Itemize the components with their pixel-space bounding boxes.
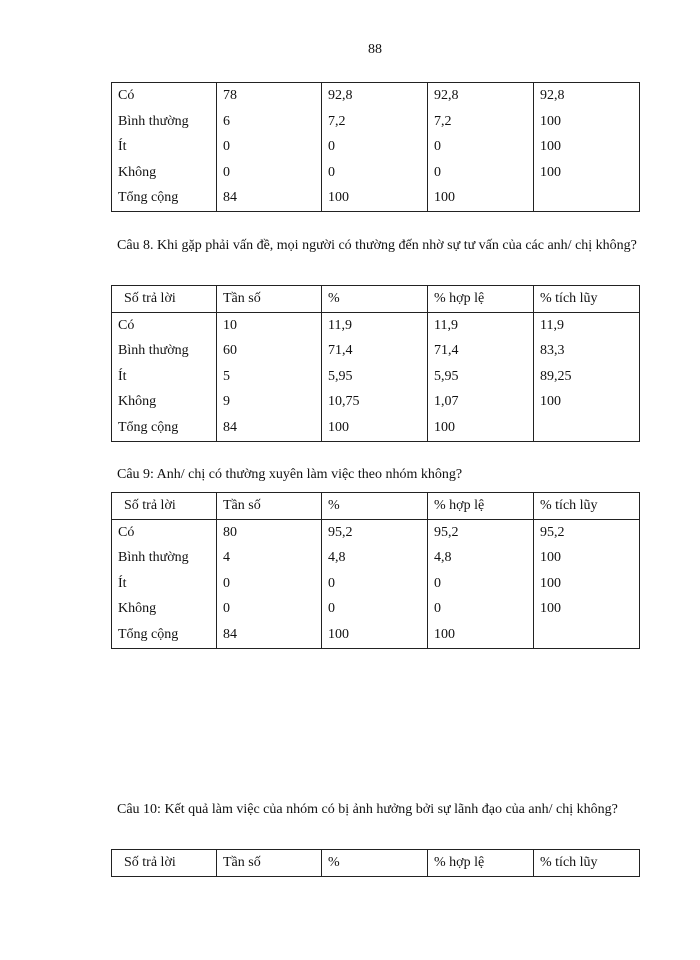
cell-frequency: 5 bbox=[217, 364, 322, 390]
cell-frequency: 60 bbox=[217, 338, 322, 364]
cell-frequency: 0 bbox=[217, 160, 322, 186]
cell-answer: Có bbox=[112, 519, 217, 545]
table-row bbox=[112, 596, 640, 622]
table-question-9 bbox=[111, 492, 640, 649]
cell-cumulative-percent: 100 bbox=[534, 545, 640, 571]
header-answer: Số trả lời bbox=[112, 850, 217, 877]
header-answer: Số trả lời bbox=[112, 286, 217, 313]
cell-cumulative-percent: 83,3 bbox=[534, 338, 640, 364]
cell-cumulative-percent: 100 bbox=[534, 134, 640, 160]
cell-answer: Tổng cộng bbox=[112, 622, 217, 648]
page-number: 88 bbox=[368, 42, 382, 57]
cell-valid-percent: 11,9 bbox=[428, 312, 534, 338]
table-row bbox=[112, 109, 640, 135]
cell-frequency: 78 bbox=[217, 83, 322, 109]
cell-answer: Không bbox=[112, 160, 217, 186]
table-row bbox=[112, 519, 640, 545]
header-valid-percent: % hợp lệ bbox=[428, 850, 534, 877]
cell-valid-percent: 92,8 bbox=[428, 83, 534, 109]
cell-cumulative-percent: 11,9 bbox=[534, 312, 640, 338]
cell-percent: 5,95 bbox=[322, 364, 428, 390]
question-9: Câu 9: Anh/ chị có thường xuyên làm việc theo nhóm không? bbox=[117, 467, 463, 482]
header-percent: % bbox=[322, 493, 428, 520]
cell-percent: 0 bbox=[322, 596, 428, 622]
cell-percent: 100 bbox=[322, 185, 428, 211]
cell-cumulative-percent: 100 bbox=[534, 109, 640, 135]
cell-valid-percent: 100 bbox=[428, 185, 534, 211]
table-row bbox=[112, 415, 640, 441]
cell-frequency: 6 bbox=[217, 109, 322, 135]
cell-answer: Bình thường bbox=[112, 545, 217, 571]
table-row bbox=[112, 571, 640, 597]
cell-frequency: 0 bbox=[217, 596, 322, 622]
header-cumulative-percent: % tích lũy bbox=[534, 493, 640, 520]
header-cumulative-percent: % tích lũy bbox=[534, 850, 640, 877]
cell-valid-percent: 100 bbox=[428, 622, 534, 648]
cell-frequency: 9 bbox=[217, 389, 322, 415]
cell-answer: Bình thường bbox=[112, 338, 217, 364]
cell-answer: Có bbox=[112, 83, 217, 109]
cell-frequency: 84 bbox=[217, 185, 322, 211]
table-continued bbox=[111, 82, 640, 212]
table-header-row bbox=[112, 286, 640, 313]
cell-cumulative-percent: 100 bbox=[534, 596, 640, 622]
cell-valid-percent: 71,4 bbox=[428, 338, 534, 364]
cell-answer: Ít bbox=[112, 134, 217, 160]
cell-valid-percent: 0 bbox=[428, 596, 534, 622]
table-row bbox=[112, 160, 640, 186]
table-row bbox=[112, 312, 640, 338]
cell-answer: Không bbox=[112, 389, 217, 415]
cell-percent: 0 bbox=[322, 134, 428, 160]
cell-valid-percent: 0 bbox=[428, 160, 534, 186]
cell-answer: Tổng cộng bbox=[112, 415, 217, 441]
cell-cumulative-percent: 92,8 bbox=[534, 83, 640, 109]
cell-percent: 95,2 bbox=[322, 519, 428, 545]
cell-percent: 7,2 bbox=[322, 109, 428, 135]
table-question-10 bbox=[111, 849, 640, 877]
table-row bbox=[112, 338, 640, 364]
cell-percent: 100 bbox=[322, 622, 428, 648]
header-percent: % bbox=[322, 286, 428, 313]
header-valid-percent: % hợp lệ bbox=[428, 493, 534, 520]
cell-percent: 10,75 bbox=[322, 389, 428, 415]
cell-answer: Tổng cộng bbox=[112, 185, 217, 211]
header-answer: Số trả lời bbox=[112, 493, 217, 520]
cell-valid-percent: 4,8 bbox=[428, 545, 534, 571]
cell-frequency: 10 bbox=[217, 312, 322, 338]
cell-answer: Ít bbox=[112, 571, 217, 597]
cell-frequency: 84 bbox=[217, 622, 322, 648]
cell-valid-percent: 100 bbox=[428, 415, 534, 441]
cell-percent: 92,8 bbox=[322, 83, 428, 109]
cell-frequency: 80 bbox=[217, 519, 322, 545]
cell-frequency: 0 bbox=[217, 134, 322, 160]
cell-valid-percent: 7,2 bbox=[428, 109, 534, 135]
table-row bbox=[112, 185, 640, 211]
cell-percent: 71,4 bbox=[322, 338, 428, 364]
header-frequency: Tần số bbox=[217, 493, 322, 520]
table-header-row bbox=[112, 850, 640, 877]
cell-cumulative-percent: 100 bbox=[534, 160, 640, 186]
header-frequency: Tần số bbox=[217, 850, 322, 877]
table-row bbox=[112, 622, 640, 648]
cell-percent: 0 bbox=[322, 160, 428, 186]
cell-cumulative-percent: 100 bbox=[534, 571, 640, 597]
header-cumulative-percent: % tích lũy bbox=[534, 286, 640, 313]
cell-valid-percent: 5,95 bbox=[428, 364, 534, 390]
cell-answer: Bình thường bbox=[112, 109, 217, 135]
cell-answer: Ít bbox=[112, 364, 217, 390]
table-row bbox=[112, 134, 640, 160]
cell-frequency: 4 bbox=[217, 545, 322, 571]
cell-cumulative-percent: 100 bbox=[534, 389, 640, 415]
cell-cumulative-percent bbox=[534, 622, 640, 648]
cell-percent: 100 bbox=[322, 415, 428, 441]
cell-frequency: 84 bbox=[217, 415, 322, 441]
cell-valid-percent: 0 bbox=[428, 571, 534, 597]
cell-percent: 0 bbox=[322, 571, 428, 597]
header-valid-percent: % hợp lệ bbox=[428, 286, 534, 313]
table-header-row bbox=[112, 493, 640, 520]
cell-percent: 11,9 bbox=[322, 312, 428, 338]
header-frequency: Tần số bbox=[217, 286, 322, 313]
table-question-8 bbox=[111, 285, 640, 442]
cell-cumulative-percent: 95,2 bbox=[534, 519, 640, 545]
question-8: Câu 8. Khi gặp phải vấn đề, mọi người có thường đến nhờ sự tư vấn của các anh/ chị không? bbox=[117, 238, 637, 253]
table-row bbox=[112, 545, 640, 571]
cell-answer: Không bbox=[112, 596, 217, 622]
table-row bbox=[112, 83, 640, 109]
cell-valid-percent: 95,2 bbox=[428, 519, 534, 545]
cell-answer: Có bbox=[112, 312, 217, 338]
cell-cumulative-percent bbox=[534, 185, 640, 211]
question-10: Câu 10: Kết quả làm việc của nhóm có bị ảnh hưởng bởi sự lãnh đạo của anh/ chị không? bbox=[117, 802, 618, 817]
cell-valid-percent: 0 bbox=[428, 134, 534, 160]
cell-cumulative-percent: 89,25 bbox=[534, 364, 640, 390]
cell-frequency: 0 bbox=[217, 571, 322, 597]
cell-cumulative-percent bbox=[534, 415, 640, 441]
table-row bbox=[112, 389, 640, 415]
header-percent: % bbox=[322, 850, 428, 877]
cell-percent: 4,8 bbox=[322, 545, 428, 571]
table-row bbox=[112, 364, 640, 390]
cell-valid-percent: 1,07 bbox=[428, 389, 534, 415]
